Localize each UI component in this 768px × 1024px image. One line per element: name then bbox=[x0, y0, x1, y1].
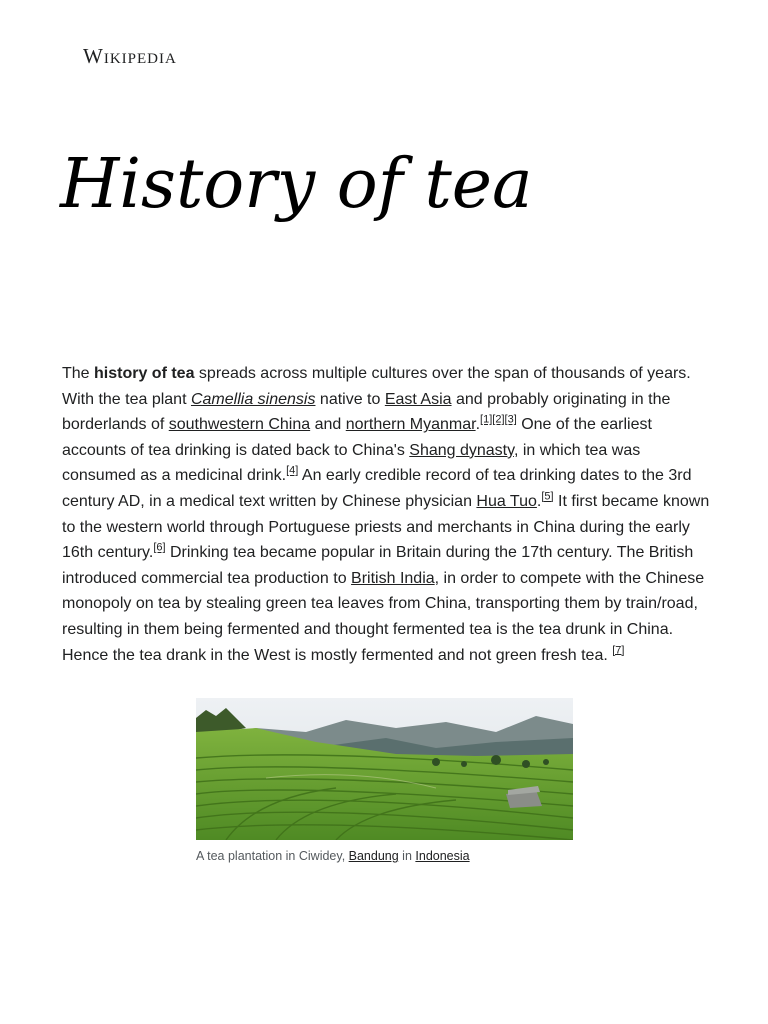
lead-text: The bbox=[62, 365, 95, 382]
ref-6-link[interactable]: [6] bbox=[153, 541, 166, 554]
link-east-asia[interactable]: East Asia bbox=[384, 390, 452, 408]
ref-3-link[interactable]: [3] bbox=[504, 413, 517, 426]
lead-bold-term: history of tea bbox=[94, 365, 195, 382]
caption-text: in bbox=[398, 849, 416, 863]
ref-5-link[interactable]: [5] bbox=[541, 490, 554, 503]
lead-text: . bbox=[475, 416, 481, 434]
ref-group bbox=[153, 542, 165, 554]
lead-text: , in which tea was consumed as a medicinal drink. bbox=[62, 441, 641, 485]
link-southwestern-china[interactable]: southwestern China bbox=[168, 416, 311, 434]
ref-4-link[interactable]: [4] bbox=[286, 465, 299, 478]
lead-text: Drinking tea became popular in Britain during the 17th century. The British introduced commercial tea production to bbox=[62, 544, 694, 587]
lead-paragraph bbox=[62, 361, 710, 668]
lead-text: native to bbox=[315, 390, 385, 408]
ref-1-link[interactable]: [1] bbox=[480, 413, 493, 426]
link-northern-myanmar[interactable]: northern Myanmar bbox=[345, 416, 476, 434]
lead-text: spreads across multiple cultures over the span of thousands of years. With the tea plant bbox=[62, 365, 691, 408]
lead-text: It first became known to the western world through Portuguese priests and merchants in China during the early 16th century. bbox=[62, 492, 710, 562]
link-hua-tuo[interactable]: Hua Tuo bbox=[476, 492, 537, 510]
ref-group bbox=[480, 414, 517, 426]
lead-text: . bbox=[536, 492, 542, 510]
link-shang-dynasty[interactable]: Shang dynasty bbox=[409, 441, 514, 459]
ref-7-link[interactable]: [7] bbox=[612, 644, 625, 657]
link-british-india[interactable]: British India bbox=[351, 569, 435, 587]
link-bandung[interactable]: Bandung bbox=[348, 849, 399, 863]
page-title: History of tea bbox=[60, 145, 533, 224]
ref-group bbox=[612, 644, 624, 656]
lead-text: and bbox=[310, 416, 346, 434]
lead-text: , in order to compete with the Chinese monopoly on tea by stealing green tea leaves from China, transporting them by train/road, resulting in them being fermented and thought fermented tea is the tea drunk in China. Hence the tea drank in the West is mostly fermented and not green fresh tea. bbox=[62, 569, 705, 664]
lead-text: One of the earliest accounts of tea drinking is dated back to China's bbox=[62, 416, 652, 459]
link-indonesia[interactable]: Indonesia bbox=[415, 849, 470, 863]
lead-text: and probably originating in the borderlands of bbox=[62, 390, 671, 434]
lead-text: An early credible record of tea drinking dates to the 3rd century AD, in a medical text written by Chinese physician bbox=[62, 467, 692, 510]
tea-plantation-image[interactable] bbox=[196, 698, 573, 840]
wordmark-text: Wikipedia bbox=[83, 44, 177, 68]
caption-text: A tea plantation in Ciwidey, bbox=[196, 849, 349, 863]
ref-group bbox=[286, 465, 298, 477]
tea-plantation-figure bbox=[196, 698, 573, 864]
ref-group bbox=[541, 491, 553, 503]
wikipedia-wordmark[interactable] bbox=[83, 44, 177, 69]
ref-2-link[interactable]: [2] bbox=[492, 413, 505, 426]
figure-caption bbox=[196, 848, 573, 864]
link-camellia-sinensis[interactable]: Camellia sinensis bbox=[190, 390, 316, 408]
